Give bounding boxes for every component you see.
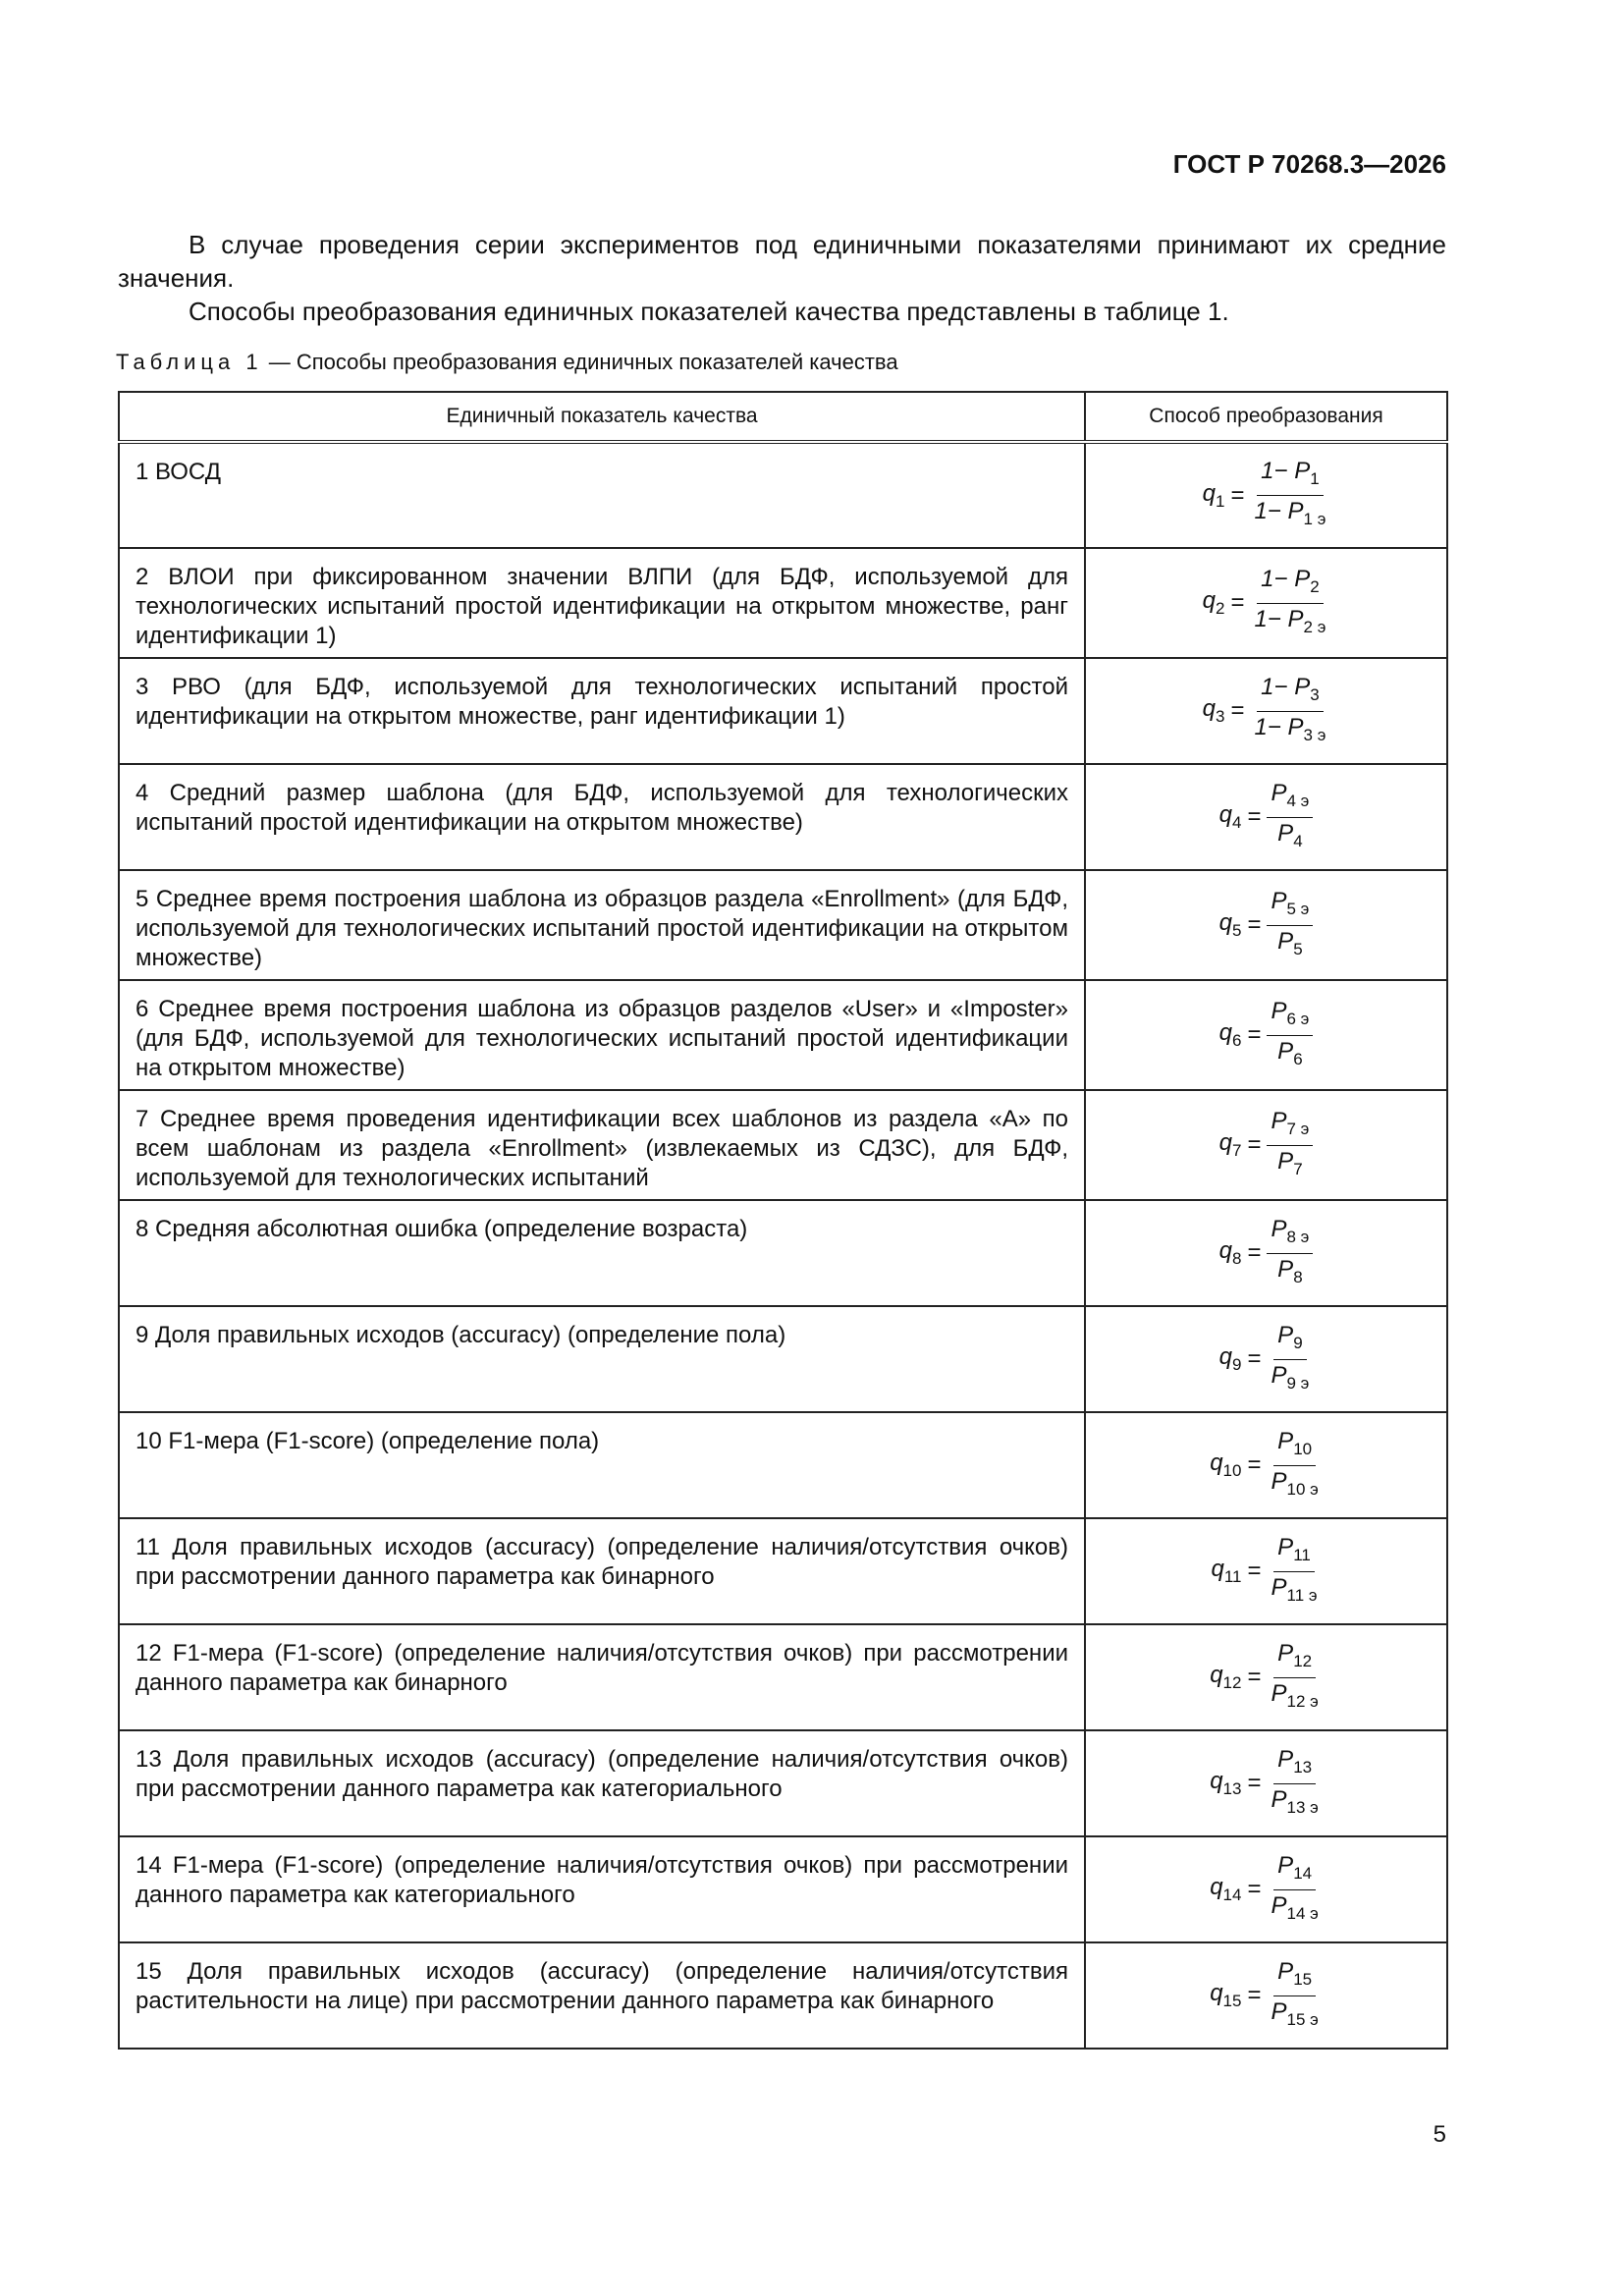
fraction-denominator: $P_{10 э}$ (1271, 1467, 1319, 1499)
formula-cell (1085, 1942, 1447, 2049)
table-row (119, 1730, 1447, 1836)
equals-sign: = (1247, 1982, 1262, 2008)
fraction-denominator: $P_{14 э}$ (1271, 1891, 1319, 1923)
equals-sign: = (1247, 1451, 1262, 1478)
table-row (119, 1090, 1447, 1200)
fraction-numerator: $P_{6 э}$ (1267, 998, 1313, 1036)
fraction (1267, 1428, 1322, 1503)
conversion-table (118, 391, 1448, 2050)
table-row (119, 1624, 1447, 1730)
fraction (1250, 566, 1329, 641)
equals-sign: = (1230, 481, 1245, 509)
conversion-formula (1210, 1958, 1323, 2034)
formula-lhs: $q_9$ (1218, 1343, 1242, 1374)
table-row (119, 1942, 1447, 2049)
conversion-formula (1219, 1108, 1314, 1183)
header-method: Способ преобразования (1085, 392, 1447, 442)
table-row (119, 658, 1447, 764)
equals-sign: = (1247, 1664, 1262, 1690)
equals-sign: = (1247, 1876, 1262, 1902)
fraction-denominator: $P_8$ (1277, 1255, 1303, 1286)
table-caption-text: — Способы преобразования единичных показателей качества (262, 350, 898, 374)
conversion-formula (1219, 998, 1314, 1073)
formula-lhs: $q_6$ (1218, 1019, 1242, 1050)
conversion-formula (1210, 1852, 1323, 1928)
fraction-denominator: $P_{15 э}$ (1271, 1997, 1319, 2029)
formula-lhs: $q_{10}$ (1210, 1449, 1242, 1480)
formula-lhs: $q_{11}$ (1211, 1556, 1242, 1586)
equals-sign: = (1230, 589, 1245, 616)
equals-sign: = (1247, 1770, 1262, 1796)
table-header-row (119, 392, 1447, 442)
fraction-numerator: $1- P_2$ (1257, 566, 1324, 604)
conversion-formula (1210, 1746, 1323, 1822)
table-row (119, 1412, 1447, 1518)
fraction-numerator: $P_{12}$ (1273, 1640, 1316, 1678)
equals-sign: = (1247, 1345, 1262, 1372)
indicator-cell: 7 Среднее время проведения идентификации всех шаблонов из раздела «А» по всем шаблонам из раздела «Enrollment» (извлекаемых из СДЗС), для БДФ, используемой для технологических испытаний (119, 1090, 1085, 1200)
indicator-cell: 5 Среднее время построения шаблона из образцов раздела «Enrollment» (для БДФ, используемой для технологических испытаний простой идентификации на открытом множестве) (119, 870, 1085, 980)
equals-sign: = (1230, 697, 1245, 724)
equals-sign: = (1247, 1131, 1262, 1158)
table-row (119, 980, 1447, 1090)
formula-lhs: $q_{14}$ (1210, 1874, 1242, 1904)
formula-lhs: $q_1$ (1202, 479, 1225, 511)
indicator-cell: 10 F1-мера (F1-score) (определение пола) (119, 1412, 1085, 1518)
formula-cell (1085, 1306, 1447, 1412)
conversion-formula (1203, 458, 1330, 533)
conversion-formula (1219, 888, 1314, 963)
conversion-formula (1219, 1216, 1314, 1291)
fraction (1267, 1108, 1313, 1183)
table-row (119, 1306, 1447, 1412)
formula-lhs: $q_8$ (1218, 1237, 1242, 1268)
fraction-denominator: $P_5$ (1277, 927, 1303, 958)
fraction (1267, 1534, 1321, 1610)
indicator-cell: 3 РВО (для БДФ, используемой для технологических испытаний простой идентификации на открытом множестве, ранг идентификации 1) (119, 658, 1085, 764)
fraction-numerator: $P_{8 э}$ (1267, 1216, 1313, 1254)
formula-cell (1085, 442, 1447, 548)
indicator-cell: 1 ВОСД (119, 442, 1085, 548)
formula-lhs: $q_{12}$ (1210, 1662, 1242, 1692)
formula-lhs: $q_4$ (1218, 801, 1242, 832)
equals-sign: = (1247, 803, 1262, 830)
fraction-numerator: $P_{5 э}$ (1267, 888, 1313, 926)
intro-paragraph-2: Способы преобразования единичных показателей качества представлены в таблице 1. (189, 297, 1229, 326)
fraction-numerator: $P_{4 э}$ (1267, 780, 1313, 818)
conversion-formula (1210, 1428, 1323, 1503)
conversion-formula (1203, 566, 1330, 641)
formula-lhs: $q_5$ (1218, 909, 1242, 940)
equals-sign: = (1247, 911, 1262, 938)
indicator-cell: 4 Средний размер шаблона (для БДФ, используемой для технологических испытаний простой идентификации на открытом множестве) (119, 764, 1085, 870)
conversion-formula (1210, 1640, 1323, 1716)
fraction-denominator: $P_4$ (1277, 819, 1303, 850)
formula-cell (1085, 1200, 1447, 1306)
fraction (1267, 1746, 1322, 1822)
fraction (1267, 780, 1313, 855)
conversion-formula (1211, 1534, 1321, 1610)
fraction (1267, 1322, 1313, 1397)
fraction (1267, 1640, 1322, 1716)
formula-cell (1085, 1412, 1447, 1518)
fraction-numerator: $P_{13}$ (1273, 1746, 1316, 1784)
indicator-cell: 13 Доля правильных исходов (accuracy) (определение наличия/отсутствия очков) при рассмотрении данного параметра как категориального (119, 1730, 1085, 1836)
table-row (119, 764, 1447, 870)
table-row (119, 548, 1447, 658)
fraction-numerator: $P_{7 э}$ (1267, 1108, 1313, 1146)
indicator-cell: 6 Среднее время построения шаблона из образцов разделов «User» и «Imposter» (для БДФ, используемой для технологических испытаний простой идентификации на открытом множестве) (119, 980, 1085, 1090)
table-row (119, 870, 1447, 980)
equals-sign: = (1247, 1558, 1262, 1584)
formula-cell (1085, 870, 1447, 980)
table-row (119, 1518, 1447, 1624)
indicator-cell: 8 Средняя абсолютная ошибка (определение возраста) (119, 1200, 1085, 1306)
indicator-cell: 15 Доля правильных исходов (accuracy) (определение наличия/отсутствия растительности на лице) при рассмотрении данного параметра как бинарного (119, 1942, 1085, 2049)
equals-sign: = (1247, 1239, 1262, 1266)
formula-lhs: $q_2$ (1202, 587, 1225, 618)
fraction-numerator: $1- P_3$ (1257, 674, 1324, 712)
fraction-denominator: $1- P_{1 э}$ (1254, 498, 1326, 528)
fraction (1267, 998, 1313, 1073)
fraction (1250, 674, 1329, 749)
fraction-numerator: $P_9$ (1273, 1322, 1306, 1360)
fraction-numerator: $1- P_1$ (1257, 458, 1324, 496)
indicator-cell: 2 ВЛОИ при фиксированном значении ВЛПИ (для БДФ, используемой для технологических испытаний простой идентификации на открытом множестве, ранг идентификации 1) (119, 548, 1085, 658)
fraction-numerator: $P_{10}$ (1273, 1428, 1316, 1466)
indicator-cell: 9 Доля правильных исходов (accuracy) (определение пола) (119, 1306, 1085, 1412)
formula-cell (1085, 1518, 1447, 1624)
page-number: 5 (1433, 2121, 1446, 2148)
fraction (1267, 888, 1313, 963)
formula-cell (1085, 1090, 1447, 1200)
formula-cell (1085, 548, 1447, 658)
formula-cell (1085, 1624, 1447, 1730)
indicator-cell: 14 F1-мера (F1-score) (определение наличия/отсутствия очков) при рассмотрении данного параметра как категориального (119, 1836, 1085, 1942)
conversion-formula (1219, 1322, 1314, 1397)
formula-lhs: $q_{13}$ (1210, 1768, 1242, 1798)
fraction-numerator: $P_{11}$ (1273, 1534, 1315, 1572)
formula-lhs: $q_{15}$ (1210, 1980, 1242, 2010)
fraction-denominator: $1- P_{3 э}$ (1254, 713, 1326, 744)
fraction-denominator: $P_7$ (1277, 1147, 1303, 1178)
equals-sign: = (1247, 1021, 1262, 1048)
fraction-numerator: $P_{14}$ (1273, 1852, 1316, 1890)
formula-cell (1085, 1730, 1447, 1836)
table-caption-label: Таблица 1 (116, 350, 263, 374)
formula-lhs: $q_3$ (1202, 695, 1225, 726)
formula-cell (1085, 764, 1447, 870)
formula-cell (1085, 658, 1447, 764)
fraction-denominator: $P_{12 э}$ (1271, 1679, 1319, 1711)
formula-cell (1085, 980, 1447, 1090)
indicator-cell: 11 Доля правильных исходов (accuracy) (определение наличия/отсутствия очков) при рассмотрении данного параметра как бинарного (119, 1518, 1085, 1624)
intro-paragraph-1: В случае проведения серии экспериментов под единичными показателями принимают их средние значения. (118, 230, 1446, 293)
fraction-numerator: $P_{15}$ (1273, 1958, 1316, 1996)
indicator-cell: 12 F1-мера (F1-score) (определение наличия/отсутствия очков) при рассмотрении данного параметра как бинарного (119, 1624, 1085, 1730)
conversion-formula (1219, 780, 1314, 855)
header-indicator: Единичный показатель качества (119, 392, 1085, 442)
fraction (1250, 458, 1329, 533)
fraction-denominator: $P_{13 э}$ (1271, 1785, 1319, 1817)
fraction-denominator: $1- P_{2 э}$ (1254, 605, 1326, 636)
fraction (1267, 1852, 1322, 1928)
table-row (119, 1200, 1447, 1306)
formula-lhs: $q_7$ (1218, 1129, 1242, 1160)
fraction-denominator: $P_6$ (1277, 1037, 1303, 1068)
fraction-denominator: $P_{9 э}$ (1271, 1361, 1310, 1393)
table-caption (116, 350, 898, 375)
table-row (119, 1836, 1447, 1942)
fraction (1267, 1958, 1322, 2034)
table-row (119, 442, 1447, 548)
document-code: ГОСТ Р 70268.3—2026 (1172, 149, 1446, 179)
fraction-denominator: $P_{11 э}$ (1271, 1573, 1318, 1605)
fraction (1267, 1216, 1313, 1291)
formula-cell (1085, 1836, 1447, 1942)
conversion-formula (1203, 674, 1330, 749)
